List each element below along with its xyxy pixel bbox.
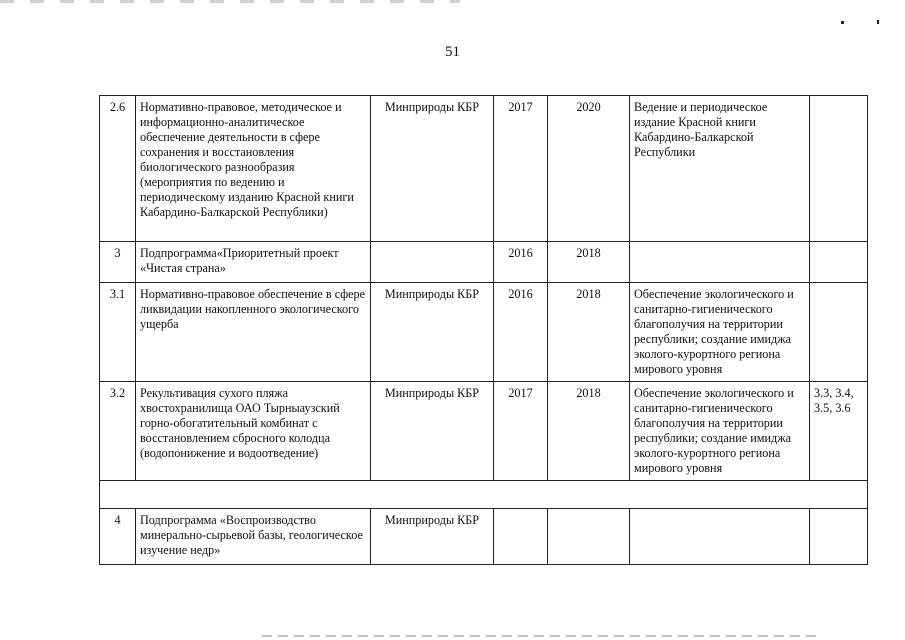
measure-name: Нормативно-правовое, методическое и информационно-аналитическое обеспечение деятельности в сфере сохранения и восстановления биологического разнообразия (мероприятия по ведению и периодическому изданию Красной книги Кабардино-Балкарской Республики): [136, 96, 371, 242]
linked-indicators: [810, 242, 868, 283]
row-number: 4: [100, 509, 136, 565]
row-number: 3: [100, 242, 136, 283]
linked-indicators: [810, 283, 868, 382]
expected-result: Ведение и периодическое издание Красной книги Кабардино-Балкарской Республики: [630, 96, 810, 242]
table-spacer-row: [100, 481, 868, 509]
end-year: 2018: [548, 242, 630, 283]
table-row: [100, 283, 868, 382]
measure-name: Нормативно-правовое обеспечение в сфере ликвидации накопленного экологического ущерба: [136, 283, 371, 382]
table-row: [100, 96, 868, 242]
scan-artifact-top: [0, 0, 460, 3]
empty-row: [100, 481, 868, 509]
row-number: 3.1: [100, 283, 136, 382]
responsible-executor: [371, 242, 494, 283]
linked-indicators: 3.3, 3.4, 3.5, 3.6: [810, 382, 868, 481]
table-row: [100, 509, 868, 565]
start-year: 2017: [494, 382, 548, 481]
responsible-executor: Минприроды КБР: [371, 382, 494, 481]
linked-indicators: [810, 96, 868, 242]
expected-result: Обеспечение экологического и санитарно-гигиенического благополучия на территории республики; создание имиджа эколого-курортного региона мирового уровня: [630, 283, 810, 382]
end-year: 2020: [548, 96, 630, 242]
end-year: 2018: [548, 283, 630, 382]
start-year: 2017: [494, 96, 548, 242]
start-year: 2016: [494, 242, 548, 283]
program-table: [99, 95, 868, 565]
start-year: 2016: [494, 283, 548, 382]
scan-artifact-bottom: [262, 635, 822, 637]
scan-speck: [841, 21, 844, 24]
expected-result: [630, 509, 810, 565]
measure-name: Подпрограмма «Воспроизводство минерально-сырьевой базы, геологическое изучение недр»: [136, 509, 371, 565]
responsible-executor: Минприроды КБР: [371, 283, 494, 382]
row-number: 2.6: [100, 96, 136, 242]
scan-speck: [877, 20, 879, 24]
row-number: 3.2: [100, 382, 136, 481]
responsible-executor: Минприроды КБР: [371, 96, 494, 242]
table-row: [100, 382, 868, 481]
expected-result: Обеспечение экологического и санитарно-гигиенического благополучия на территории республики; создание имиджа эколого-курортного региона мирового уровня: [630, 382, 810, 481]
linked-indicators: [810, 509, 868, 565]
measure-name: Подпрограмма«Приоритетный проект «Чистая страна»: [136, 242, 371, 283]
table-row: [100, 242, 868, 283]
end-year: [548, 509, 630, 565]
expected-result: [630, 242, 810, 283]
page-number: 51: [445, 44, 460, 60]
measure-name: Рекультивация сухого пляжа хвостохранилища ОАО Тырныаузский горно-обогатительный комбинат с восстановлением сбросного колодца (водопонижение и водоотведение): [136, 382, 371, 481]
start-year: [494, 509, 548, 565]
end-year: 2018: [548, 382, 630, 481]
responsible-executor: Минприроды КБР: [371, 509, 494, 565]
